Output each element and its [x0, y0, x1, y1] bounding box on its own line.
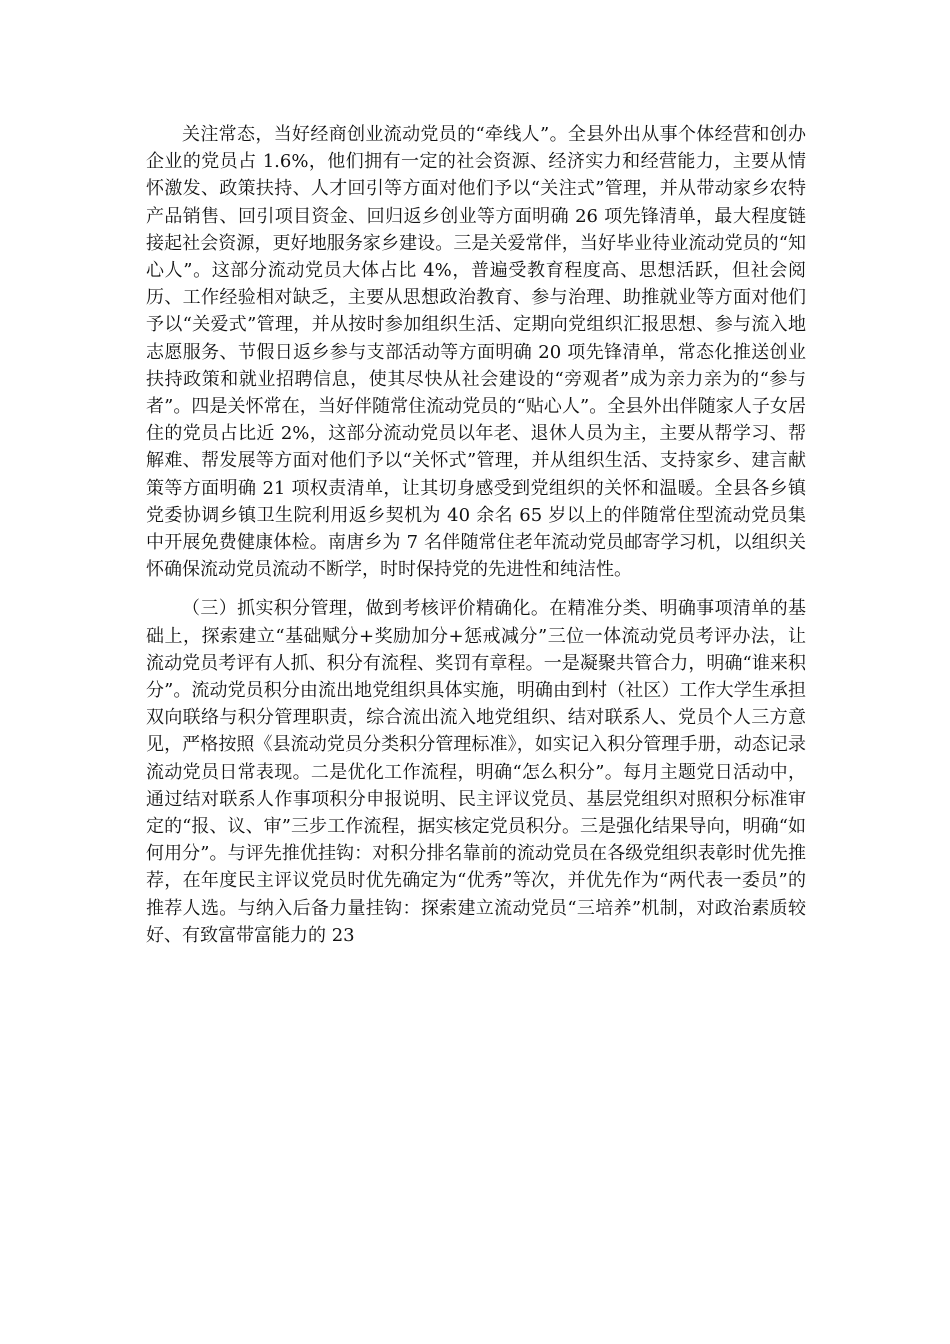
- document-body: [146, 121, 806, 949]
- paragraph-points-management: （三）抓实积分管理，做到考核评价精确化。在精准分类、明确事项清单的基础上，探索建立“基础赋分+奖励加分+惩戒减分”三位一体流动党员考评办法，让流动党员考评有人抓、积分有流程、奖罚有章程。一是凝聚共管合力，明确“谁来积分”。流动党员积分由流出地党组织具体实施，明确由到村（社区）工作大学生承担双向联络与积分管理职责，综合流出流入地党组织、结对联系人、党员个人三方意见，严格按照《县流动党员分类积分管理标准》，如实记入积分管理手册，动态记录流动党员日常表现。二是优化工作流程，明确“怎么积分”。每月主题党日活动中，通过结对联系人作事项积分申报说明、民主评议党员、基层党组织对照积分标准审定的“报、议、审”三步工作流程，据实核定党员积分。三是强化结果导向，明确“如何用分”。与评先推优挂钩：对积分排名靠前的流动党员在各级党组织表彰时优先推荐，在年度民主评议党员时优先确定为“优秀”等次，并优先作为“两代表一委员”的推荐人选。与纳入后备力量挂钩：探索建立流动党员“三培养”机制，对政治素质较好、有致富带富能力的 23: [146, 598, 806, 946]
- paragraph-mobile-party-member-categories: 关注常态，当好经商创业流动党员的“牵线人”。全县外出从事个体经营和创办企业的党员占 1.6%，他们拥有一定的社会资源、经济实力和经营能力，主要从情怀激发、政策扶持、人才回引等方面对他们予以“关注式”管理，并从带动家乡农特产品销售、回引项目资金、回归返乡创业等方面明确 26 项先锋清单，最大程度链接起社会资源，更好地服务家乡建设。三是关爱常伴，当好毕业待业流动党员的“知心人”。这部分流动党员大体占比 4%，普遍受教育程度高、思想活跃，但社会阅历、工作经验相对缺乏，主要从思想政治教育、参与治理、助推就业等方面对他们予以“关爱式”管理，并从按时参加组织生活、定期向党组织汇报思想、参与流入地志愿服务、节假日返乡参与支部活动等方面明确 20 项先锋清单，常态化推送创业扶持政策和就业招聘信息，使其尽快从社会建设的“旁观者”成为亲力亲为的“参与者”。四是关怀常在，当好伴随常住流动党员的“贴心人”。全县外出伴随家人子女居住的党员占比近 2%，这部分流动党员以年老、退休人员为主，主要从帮学习、帮解难、帮发展等方面对他们予以“关怀式”管理，并从组织生活、支持家乡、建言献策等方面明确 21 项权责清单，让其切身感受到党组织的关怀和温暖。全县各乡镇党委协调乡镇卫生院利用返乡契机为 40 余名 65 岁以上的伴随常住型流动党员集中开展免费健康体检。南唐乡为 7 名伴随常住老年流动党员邮寄学习机，以组织关怀确保流动党员流动不断学，时时保持党的先进性和纯洁性。: [146, 124, 806, 581]
